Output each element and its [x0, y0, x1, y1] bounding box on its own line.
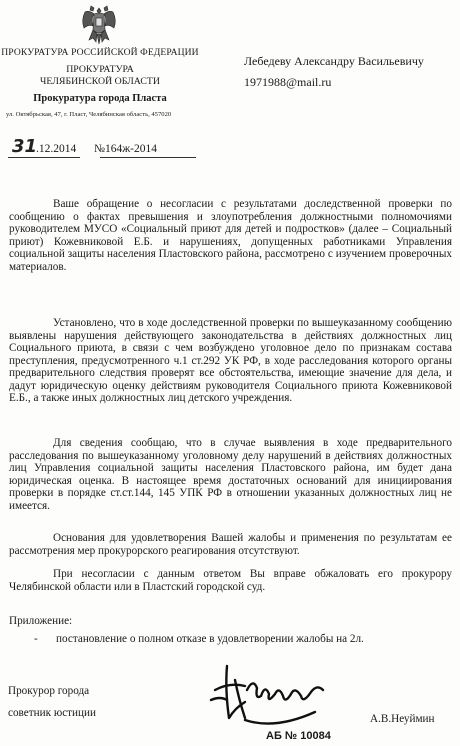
recipient-name: Лебедеву Александру Васильевичу: [244, 54, 424, 68]
header-line-region: ЧЕЛЯБИНСКОЙ ОБЛАСТИ: [40, 76, 160, 87]
paragraph-grounds: Основания для удовлетворения Вашей жалобы и применения по результатам ее рассмотрения мер прокурорского реагирования отсутствуют.: [9, 532, 452, 557]
paragraph-complaint: Ваше обращение о несогласии с результатами доследственной проверки по сообщению о фактах превышения и злоупотребления должностными полномочиями руководителем МУСО «Социальный приют для детей и подростков» (далее – Социальный приют) Кожевниковой Е.Б. и нарушениях, допущенных работниками Управления социальной защиты населения Пластовского района, рассмотрено с изучением проверочных материалов.: [9, 198, 452, 273]
document-number: №164ж-2014: [94, 143, 157, 155]
attachment-dash: -: [34, 633, 38, 645]
date-underline: [8, 157, 80, 158]
date-number-line: [8, 138, 208, 160]
double-headed-eagle-emblem-icon: [79, 2, 119, 44]
attachment-item: [34, 633, 364, 645]
form-serial-number: АБ № 10084: [266, 730, 331, 742]
signer-name: А.В.Неуймин: [370, 713, 435, 725]
paragraph-appeal: При несогласии с данным ответом Вы вправе обжаловать его прокурору Челябинской области или в Пластский городской суд.: [9, 568, 452, 593]
date-month-year: .12.2014: [36, 143, 77, 155]
header-city-office: Прокуратура города Пласта: [33, 93, 167, 104]
header-address: ул. Октябрьская, 47, г. Пласт, Челябинская область, 457020: [6, 111, 172, 118]
recipient-email: 1971988@mail.ru: [244, 75, 332, 89]
handwritten-day: 31: [12, 136, 38, 157]
paragraph-information: Для сведения сообщаю, что в случае выявления в ходе предварительного расследования по вышеуказанному уголовному делу нарушений в действиях должностных лиц Управления социальной защиты населения Пластовского района, им будет дана юридическая оценка. В настоящее время достаточных оснований для инициирования проверки в порядке ст.ст.144, 145 УПК РФ в отношении указанных должностных лиц не имеется.: [9, 437, 452, 512]
attachment-text: постановление о полном отказе в удовлетворении жалобы на 2л.: [56, 633, 364, 645]
handwritten-signature: [205, 660, 340, 735]
attachment-heading: Приложение:: [9, 615, 73, 627]
header-line-prokuratura: ПРОКУРАТУРА: [66, 64, 134, 75]
header-prosecutor-office: [0, 64, 200, 88]
signer-position-line2: советник юстиции: [8, 707, 96, 719]
number-underline: [100, 157, 196, 158]
signer-position-line1: Прокурор города: [8, 685, 90, 697]
paragraph-established: Установлено, что в ходе доследственной проверки по вышеуказанному сообщению выявлены нарушения действующего законодательства в действиях должностных лиц Социального приюта, в связи с чем возбуждено уголовное дело по признакам состава преступления, предусмотренного ч.1 ст.292 УК РФ, в ходе расследования которого органы предварительного следствия проверят все обстоятельства, имеющие значение для дела, и дадут юридическую оценку действиям руководителя Социального приюта Кожевниковой Е.Б., а также иных должностных лиц детского учреждения.: [9, 317, 452, 404]
header-organization-line: ПРОКУРАТУРА РОССИЙСКОЙ ФЕДЕРАЦИИ: [1, 47, 199, 58]
